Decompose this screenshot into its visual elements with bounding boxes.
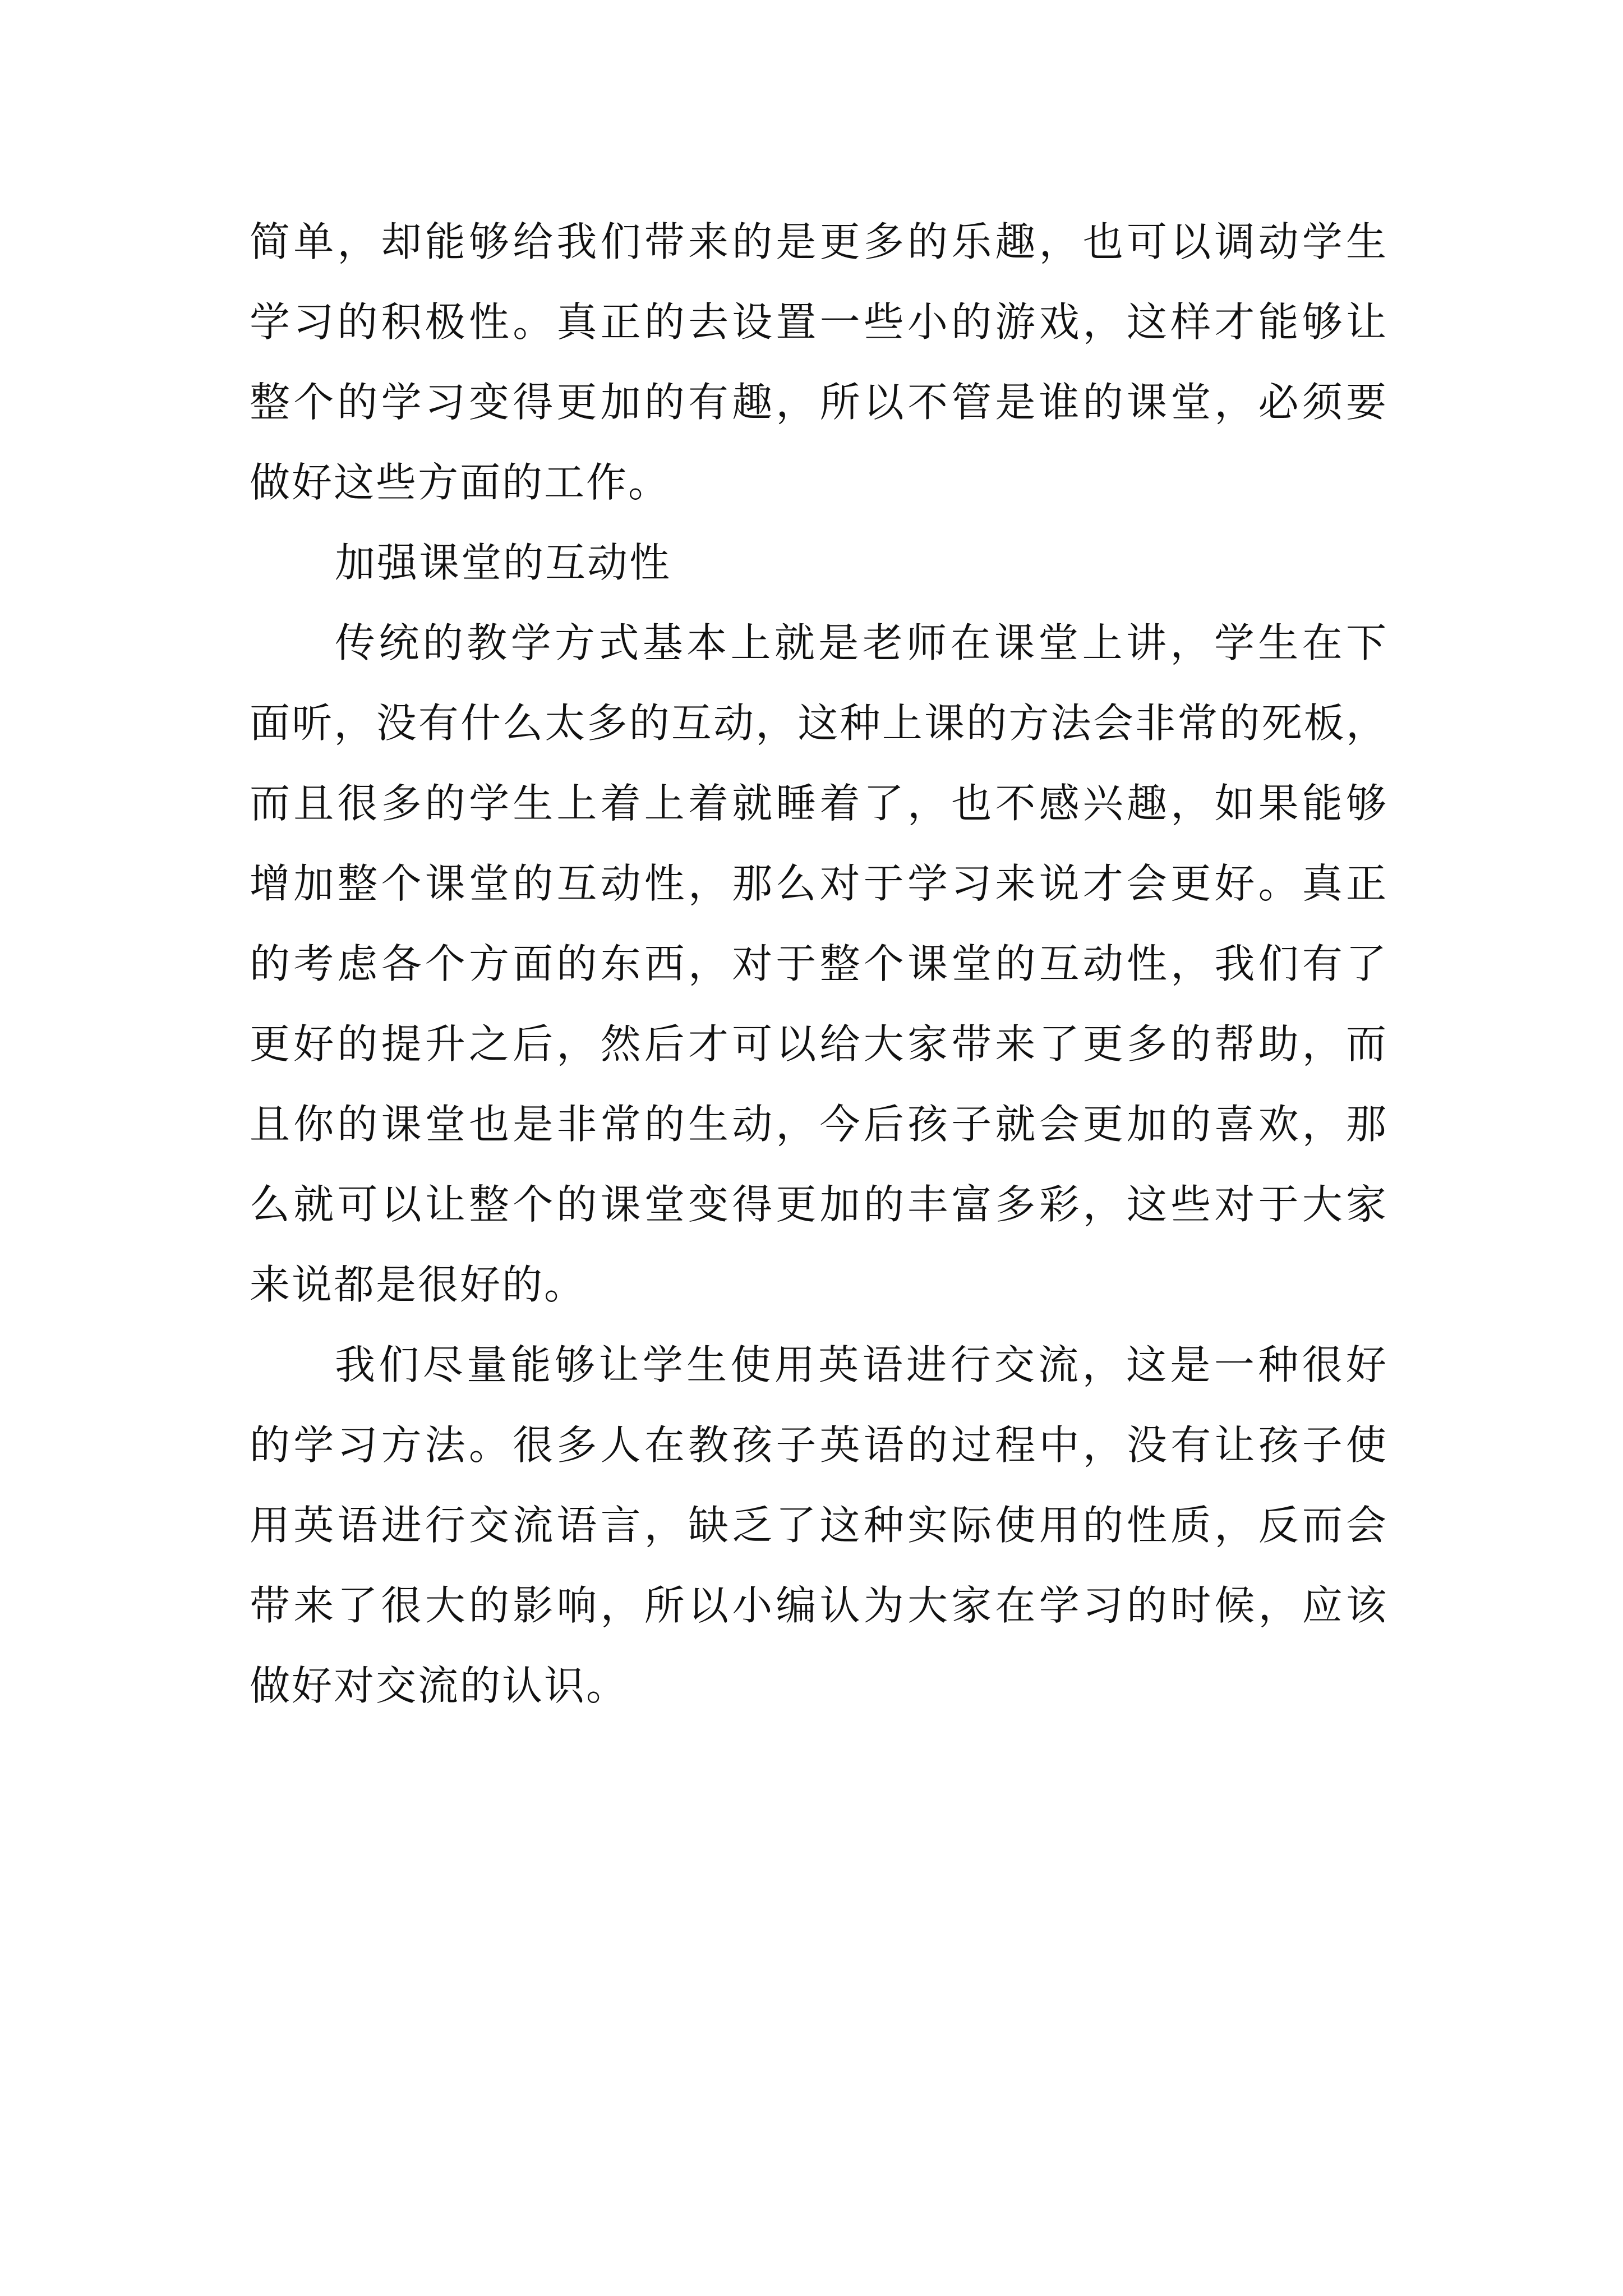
text-line: 整个的学习变得更加的有趣，所以不管是谁的课堂，必须要: [250, 379, 1388, 426]
text-line: 用英语进行交流语言，缺乏了这种实际使用的性质，反而会: [250, 1502, 1388, 1549]
text-line: 的考虑各个方面的东西，对于整个课堂的互动性，我们有了: [250, 940, 1388, 987]
text-line: 做好这些方面的工作。: [250, 459, 671, 506]
text-line: 且你的课堂也是非常的生动，今后孩子就会更加的喜欢，那: [250, 1101, 1388, 1148]
text-line: 增加整个课堂的互动性，那么对于学习来说才会更好。真正: [250, 860, 1388, 907]
text-line: 学习的积极性。真正的去设置一些小的游戏，这样才能够让: [250, 298, 1388, 346]
text-line: 么就可以让整个的课堂变得更加的丰富多彩，这些对于大家: [250, 1181, 1388, 1228]
text-line: 更好的提升之后，然后才可以给大家带来了更多的帮助，而: [250, 1020, 1388, 1068]
text-line: 面听，没有什么太多的互动，这种上课的方法会非常的死板，: [250, 700, 1388, 747]
section-heading: 加强课堂的互动性: [335, 539, 672, 586]
text-line: 我们尽量能够让学生使用英语进行交流，这是一种很好: [335, 1341, 1388, 1388]
text-line: 简单，却能够给我们带来的是更多的乐趣，也可以调动学生: [250, 218, 1388, 265]
document-body: [250, 202, 1388, 1726]
text-line: 而且很多的学生上着上着就睡着了，也不感兴趣，如果能够: [250, 780, 1388, 827]
text-line: 来说都是很好的。: [250, 1261, 587, 1308]
text-line: 做好对交流的认识。: [250, 1662, 629, 1709]
text-line: 传统的教学方式基本上就是老师在课堂上讲，学生在下: [335, 619, 1388, 666]
text-line: 带来了很大的影响，所以小编认为大家在学习的时候，应该: [250, 1582, 1388, 1629]
text-line: 的学习方法。很多人在教孩子英语的过程中，没有让孩子使: [250, 1421, 1388, 1469]
